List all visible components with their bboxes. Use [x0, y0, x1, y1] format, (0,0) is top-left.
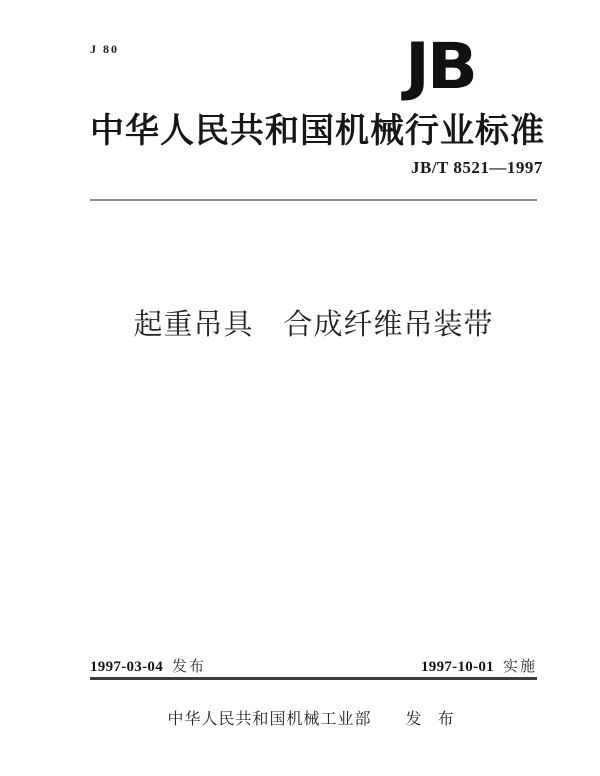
implement-date: 1997-10-01: [420, 659, 494, 675]
issue-date: 1997-03-04: [90, 659, 163, 675]
issue-label: 发布: [172, 659, 207, 675]
footer-divider: [90, 677, 537, 680]
publisher-name: 中华人民共和国机械工业部: [167, 711, 372, 728]
implement-label: 实施: [502, 659, 537, 675]
dates-row: [90, 655, 537, 676]
publisher-row: [90, 706, 537, 729]
publish-label: 发 布: [405, 711, 460, 728]
standard-title: 中华人民共和国机械行业标准: [90, 113, 545, 150]
document-title: 起重吊具 合成纤维吊装带: [133, 309, 494, 341]
header-divider: [90, 199, 537, 201]
issue-date-group: [90, 655, 206, 676]
standard-number: JB/T 8521—1997: [411, 158, 543, 177]
implement-date-group: [421, 655, 537, 676]
classification-code: J 80: [90, 42, 119, 56]
jb-logo: JB: [405, 28, 475, 104]
